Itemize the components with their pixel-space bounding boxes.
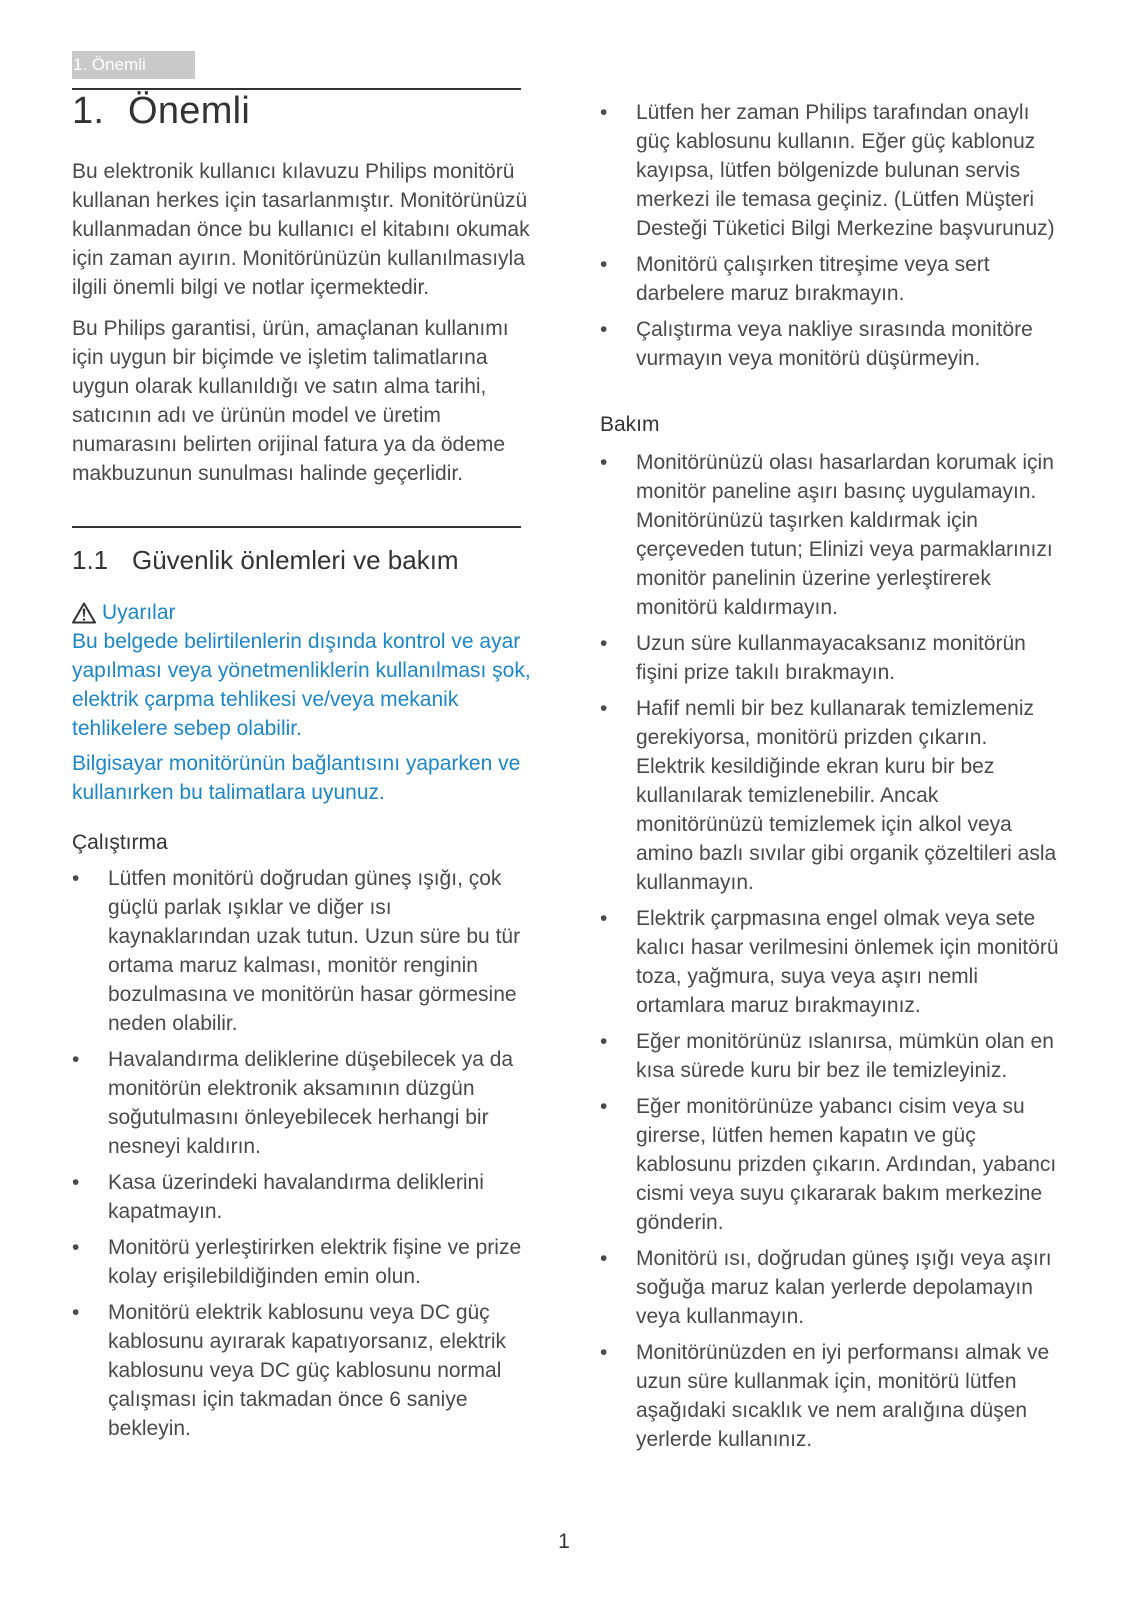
list-item: • Çalıştırma veya nakliye sırasında monitöre vurmayın veya monitörü düşürmeyin. [600,318,1033,370]
list-item: • Havalandırma deliklerine düşebilecek ya da monitörün elektronik aksamının düzgün soğutulmasını önleyebilecek herhangi bir nesneyi kaldırın. [72,1048,514,1158]
section-title: Önemli [128,90,251,132]
page-number: 1 [558,1530,570,1553]
list-item: • Monitörü yerleştirirken elektrik fişine ve prize kolay erişilebildiğinden emin olun. [72,1236,522,1288]
warning-paragraph-2: Bilgisayar monitörünün bağlantısını yaparken ve kullanırken bu talimatlara uyunuz. [72,752,521,804]
warning-paragraph-1: Bu belgede belirtilenlerin dışında kontrol ve ayar yapılması veya yönetmenliklerin kullanılması şok, elektrik çarpma tehlikesi ve/veya mekanik tehlikelere sebep olabilir. [72,630,531,740]
subsection-title-text: Güvenlik önlemleri ve bakım [132,545,459,575]
warning-triangle-icon [72,601,102,624]
list-item: • Hafif nemli bir bez kullanarak temizlemeniz gerekiyorsa, monitörü prizden çıkarın. Elektrik kesildiğinde ekran kuru bir bez kullanılarak temizlenebilir. Ancak monitörünüzü temizlemek için alkol veya amino bazlı sıvılar gibi organik çözeltileri asla kullanmayın. [600,697,1057,894]
operation-heading: Çalıştırma [72,831,168,854]
list-item: • Monitörünüzü olası hasarlardan korumak için monitör paneline aşırı basınç uygulamayın. Monitörünüzü taşırken kaldırmak için çerçeveden tutun; Elinizi veya parmaklarınızı monitör panelinin üzerine yerleştirerek monitörü kaldırmayın. [600,451,1054,619]
list-item: • Lütfen monitörü doğrudan güneş ışığı, çok güçlü parlak ışıklar ve diğer ısı kaynaklarından uzak tutun. Uzun süre bu tür ortama maruz kalması, monitör renginin bozulmasına ve monitörün hasar görmesine neden olabilir. [72,867,521,1035]
list-item: • Lütfen her zaman Philips tarafından onaylı güç kablosunu kullanın. Eğer güç kablonuz kayıpsa, lütfen bölgenizde bulunan servis merkezi ile temasa geçiniz. (Lütfen Müşteri Desteği Tüketici Bilgi Merkezine başvurunuz) [600,101,1055,240]
list-item: • Eğer monitörünüze yabancı cisim veya su girerse, lütfen hemen kapatın ve güç kablosunu prizden çıkarın. Ardından, yabancı cismi veya suyu çıkararak bakım merkezine gönderin. [600,1095,1057,1234]
subsection-rule [72,526,521,528]
intro-paragraph-2: Bu Philips garantisi, ürün, amaçlanan kullanımı için uygun bir biçimde ve işletim talimatlarına uygun olarak kullanıldığı ve satın alma tarihi, satıcının adı ve ürünün model ve üretim numarasını belirten orijinal fatura ya da ödeme makbuzunun sunulması halinde geçerlidir. [72,317,509,485]
warning-heading [72,598,176,627]
header-tab: 1. Önemli [72,51,195,79]
maintenance-heading: Bakım [600,413,660,436]
maintenance-list [600,448,1060,1461]
list-item: • Monitörünüzden en iyi performansı almak ve uzun süre kullanmak için, monitörü lütfen aşağıdaki sıcaklık ve nem aralığına düşen yerlerde kullanınız. [600,1341,1050,1451]
operation-list [72,864,531,1450]
section-number: 1. [72,90,105,132]
list-item: • Uzun süre kullanmayacaksanız monitörün fişini prize takılı bırakmayın. [600,632,1026,684]
list-item: • Monitörü çalışırken titreşime veya sert darbelere maruz bırakmayın. [600,253,990,305]
list-item: • Elektrik çarpmasına engel olmak veya sete kalıcı hasar verilmesini önlemek için monitörü toza, yağmura, suya veya aşırı nemli ortamlara maruz bırakmayınız. [600,907,1059,1017]
warning-title: Uyarılar [102,601,176,624]
page-title [72,90,250,133]
list-item: • Eğer monitörünüz ıslanırsa, mümkün olan en kısa sürede kuru bir bez ile temizleyiniz. [600,1030,1054,1082]
subsection-number: 1.1 [72,545,109,575]
list-item: • Kasa üzerindeki havalandırma deliklerini kapatmayın. [72,1171,484,1223]
list-item: • Monitörü ısı, doğrudan güneş ışığı veya aşırı soğuğa maruz kalan yerlerde depolamayın veya kullanmayın. [600,1247,1052,1328]
operation-list-continued [600,98,1060,380]
intro-paragraph-1: Bu elektronik kullanıcı kılavuzu Philips monitörü kullanan herkes için tasarlanmıştır. Monitörünüzü kullanmadan önce bu kullanıcı el kitabını okumak için zaman ayırın. Monitörünüzün kullanılmasıyla ilgili önemli bilgi ve notlar içermektedir. [72,160,530,299]
subsection-title [72,545,459,576]
list-item: • Monitörü elektrik kablosunu veya DC güç kablosunu ayırarak kapatıyorsanız, elektrik kablosunu veya DC güç kablosunu normal çalışması için takmadan önce 6 saniye bekleyin. [72,1301,507,1440]
